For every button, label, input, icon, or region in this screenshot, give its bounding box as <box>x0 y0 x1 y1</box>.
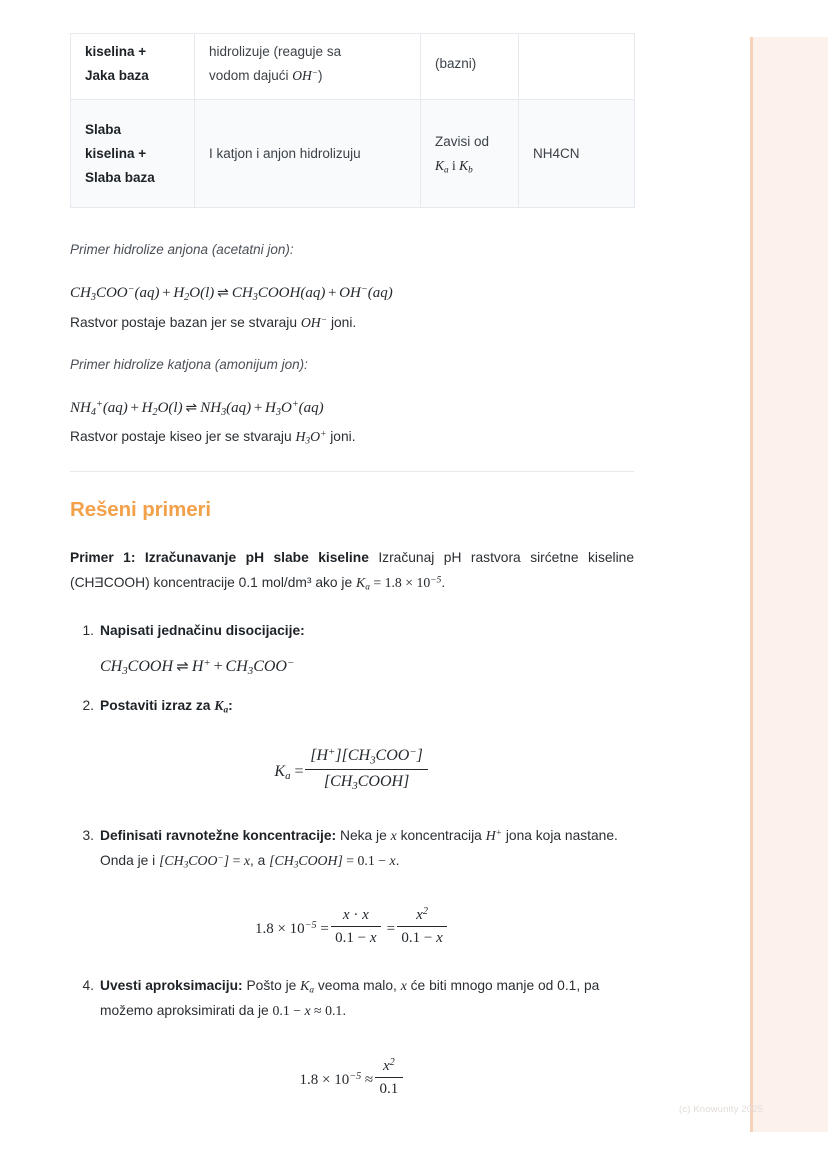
cation-hydrolysis-caption: Primer hidrolize katjona (amonijum jon): <box>70 357 308 372</box>
behavior-line-2-pre: vodom dajući <box>209 67 293 83</box>
list-item <box>70 619 634 644</box>
cell-salt-type <box>71 100 195 208</box>
list-marker: 3. <box>82 828 94 843</box>
step-3-text-pre: Neka je <box>336 828 391 843</box>
step-2-label-pre: Postaviti izraz za <box>100 698 215 713</box>
cell-salt-type <box>71 34 195 100</box>
behavior-line-1: hidrolizuje (reaguje sa <box>209 44 342 59</box>
fraction-numerator: $[H^+][CH_3COO^-]$ <box>305 745 427 770</box>
ka-kb-math: $K_a$ i $K_b$ <box>435 157 473 175</box>
anion-hydrolysis-explanation <box>70 313 356 334</box>
copyright-watermark: (c) Knowunity 2025 <box>679 1104 764 1115</box>
hydronium-ion-math: $H_3O^+$ <box>295 429 327 447</box>
cell-example <box>519 34 635 100</box>
step-3-equation: $1.8 \times 10^{-5}$ = $\frac{x \cdot x}{0.1 - x}$ = $\frac{x^2}{0.1 - x}$ <box>70 905 634 949</box>
cell-ph: (bazni) <box>421 34 519 100</box>
fraction-x-squared-over-point-one <box>375 1056 403 1100</box>
fraction-numerator: $x^2$ <box>397 905 447 927</box>
fraction-numerator: x · x <box>331 905 381 927</box>
list-item <box>70 824 634 874</box>
step-4-label: Uvesti aproksimaciju: <box>100 978 243 993</box>
page-title: Rešeni primeri <box>70 498 212 521</box>
step-3-text-end: . <box>395 852 400 868</box>
ka-math: $K_a$ <box>300 978 315 996</box>
salt-type-line-2: Jaka baza <box>85 67 149 83</box>
ka-fraction <box>305 745 427 794</box>
behavior-line-2-post: ) <box>318 67 323 83</box>
explanation-post: joni. <box>327 315 357 330</box>
cation-hydrolysis-equation: $NH_4^+(aq) + H_2O(l)$ ⇌ $NH_3(aq) + H_3O^+(aq)$ <box>70 399 324 418</box>
salt-type-line-1: Slaba <box>85 122 122 138</box>
step-4-text-pre: Pošto je <box>242 978 301 993</box>
step-1-equation: $CH_3COOH$ ⇌ $H^+ + CH_3COO^-$ <box>100 657 295 678</box>
fraction-x-times-x <box>331 905 381 949</box>
cation-hydrolysis-explanation <box>70 427 356 449</box>
fraction-denominator: 0.1 <box>379 1081 399 1098</box>
explanation-pre: Rastvor postaje bazan jer se stvaraju <box>70 315 301 330</box>
section-divider <box>70 471 634 472</box>
reversed-three-glyph: Ǝ <box>94 575 104 591</box>
example-1-title: Primer 1: Izračunavanje pH slabe kiseline <box>70 550 369 565</box>
table-row <box>71 100 635 208</box>
list-marker: 2. <box>82 698 94 713</box>
cell-ph <box>421 100 519 208</box>
ka-value-math: $K_a = 1.8 \times 10^{-5}$ <box>356 575 442 593</box>
step-3-text-mid-2: jona koja nastane. Onda je i <box>100 828 618 868</box>
hydroxide-ion-math: OH− <box>292 67 318 83</box>
example-1-prompt-part-1: Izračunaj pH rastvora sirćetne kiseline (CH <box>70 550 634 591</box>
fraction-denominator: 0.1 − x <box>401 930 443 947</box>
example-1-prompt-end: . <box>441 575 446 591</box>
x-variable-math: x <box>400 978 407 993</box>
step-3-text-mid-3: , a <box>249 852 270 868</box>
step-2-equation: $K_a$ = $\frac{[H^+][CH_3COO^-]}{[CH_3COOH]}$ <box>70 745 634 794</box>
list-item <box>70 974 634 1024</box>
anion-hydrolysis-equation: $CH_3COO^-(aq) + H_2O(l)$ ⇌ $CH_3COOH(aq) + OH^-(aq)$ <box>70 284 393 303</box>
table-row <box>71 34 635 100</box>
step-4-text-end: . <box>342 1003 347 1019</box>
list-item <box>70 694 634 719</box>
hydrogen-ion-math: H+ <box>485 828 502 843</box>
x-variable-math: x <box>390 828 397 843</box>
fraction-denominator: $[CH_3COOH]$ <box>323 772 410 792</box>
cell-example: NH4CN <box>519 100 635 208</box>
step-4-text-mid-2: će biti mnogo manje od 0.1, pa možemo aproksimirati da je <box>100 978 600 1019</box>
fraction-x-squared <box>397 905 447 949</box>
ka-math: $K_a$ <box>214 698 229 716</box>
acetate-concentration-math: $[CH_3COO^-] = x$ <box>159 852 250 871</box>
cell-behavior <box>195 34 421 100</box>
salt-type-line-3: Slaba baza <box>85 169 155 185</box>
fraction-numerator: $x^2$ <box>375 1056 403 1078</box>
right-edge-accent-strip <box>750 37 828 1132</box>
salt-hydrolysis-table-wrap <box>70 33 634 208</box>
step-4-equation: $1.8 \times 10^{-5}$ ≈ $\frac{x^2}{0.1}$ <box>70 1056 634 1100</box>
step-3-label: Definisati ravnotežne koncentracije: <box>100 828 337 843</box>
anion-hydrolysis-caption: Primer hidrolize anjona (acetatni jon): <box>70 242 294 257</box>
hydroxide-ion-math: OH− <box>300 315 328 330</box>
step-1-label: Napisati jednačinu disocijacije: <box>100 623 305 638</box>
cell-behavior: I katjon i anjon hidrolizuju <box>195 100 421 208</box>
list-marker: 4. <box>82 978 94 993</box>
acetic-acid-concentration-math: $[CH_3COOH] = 0.1 - x$ <box>269 852 396 871</box>
step-3-text-mid-1: koncentracija <box>396 828 486 843</box>
salt-type-line-2: kiselina + <box>85 145 147 161</box>
step-2-label-post: : <box>228 698 233 713</box>
explanation-post: joni. <box>326 429 356 444</box>
example-1-intro <box>70 545 634 597</box>
approximation-math: 0.1 − x ≈ 0.1 <box>272 1003 343 1019</box>
salt-type-line-1: kiselina + <box>85 44 147 59</box>
fraction-denominator: 0.1 − x <box>335 930 377 947</box>
example-1-prompt-part-2: COOH) koncentracije 0.1 mol/dm³ ako je <box>103 575 356 591</box>
salt-hydrolysis-table <box>70 33 635 208</box>
list-marker: 1. <box>82 623 94 638</box>
ph-line-1: Zavisi od <box>435 134 490 150</box>
step-4-text-mid-1: veoma malo, <box>314 978 401 993</box>
explanation-pre: Rastvor postaje kiseo jer se stvaraju <box>70 429 296 444</box>
